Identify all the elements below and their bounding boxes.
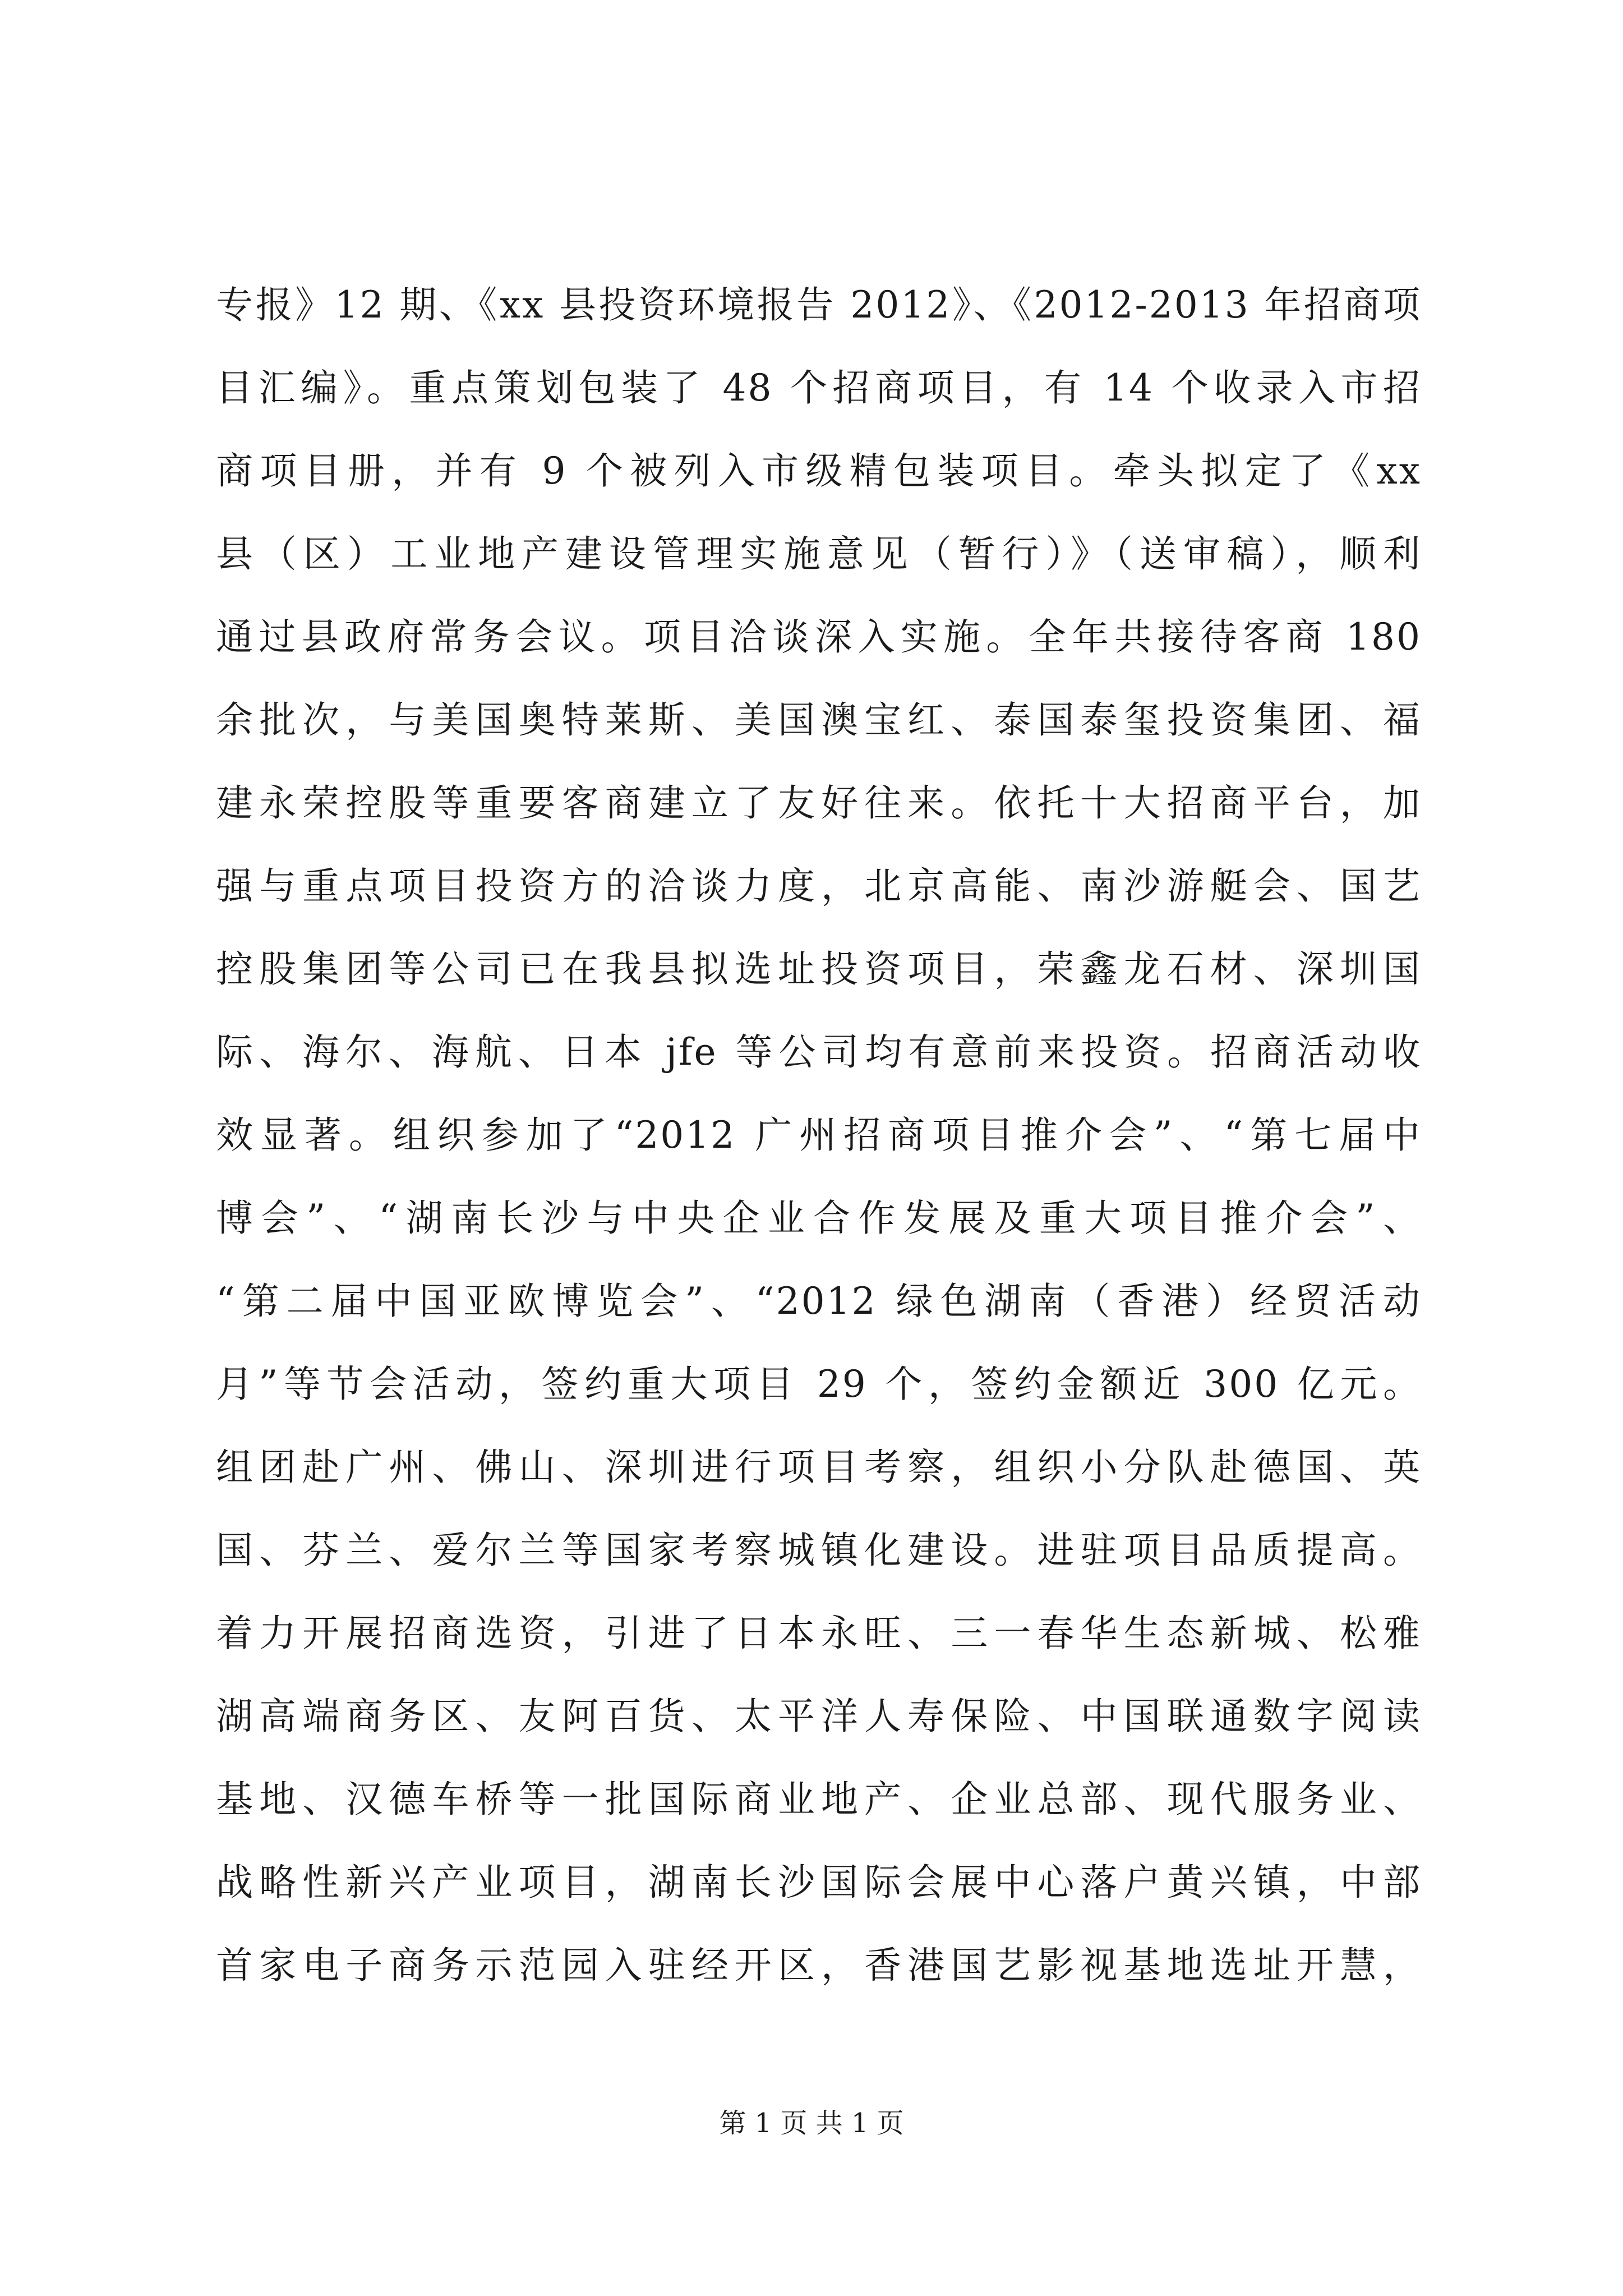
text-line: 专报》12 期、《xx 县投资环境报告 2012》、《2012-2013 年招商项 bbox=[216, 283, 1422, 326]
text-line: 县（区）工业地产建设管理实施意见（暂行）》（送审稿），顺利 bbox=[216, 532, 1422, 576]
text-line: 首家电子商务示范园入驻经开区，香港国艺影视基地选址开慧， bbox=[216, 1944, 1422, 1987]
text-line: 商项目册，并有 9 个被列入市级精包装项目。牵头拟定了《xx bbox=[216, 449, 1422, 493]
text-line: 控股集团等公司已在我县拟选址投资项目，荣鑫龙石材、深圳国 bbox=[216, 947, 1422, 991]
text-line: 战略性新兴产业项目，湖南长沙国际会展中心落户黄兴镇，中部 bbox=[216, 1861, 1422, 1904]
text-line: 建永荣控股等重要客商建立了友好往来。依托十大招商平台，加 bbox=[216, 781, 1422, 825]
text-line: 着力开展招商选资，引进了日本永旺、三一春华生态新城、松雅 bbox=[216, 1612, 1422, 1655]
text-line: 效显著。组织参加了“2012 广州招商项目推介会”、“第七届中 bbox=[216, 1114, 1422, 1157]
text-line: 余批次，与美国奥特莱斯、美国澳宝红、泰国泰玺投资集团、福 bbox=[216, 698, 1422, 742]
text-line: 强与重点项目投资方的洽谈力度，北京高能、南沙游艇会、国艺 bbox=[216, 864, 1422, 908]
text-line: 基地、汉德车桥等一批国际商业地产、企业总部、现代服务业、 bbox=[216, 1778, 1422, 1821]
text-line: 月”等节会活动，签约重大项目 29 个，签约金额近 300 亿元。 bbox=[216, 1363, 1422, 1406]
text-line: 通过县政府常务会议。项目洽谈深入实施。全年共接待客商 180 bbox=[216, 615, 1422, 659]
text-line: 组团赴广州、佛山、深圳进行项目考察，组织小分队赴德国、英 bbox=[216, 1446, 1422, 1489]
text-line: “第二届中国亚欧博览会”、“2012 绿色湖南（香港）经贸活动 bbox=[216, 1280, 1422, 1323]
page-footer bbox=[0, 2106, 1623, 2140]
text-line: 目汇编》。重点策划包装了 48 个招商项目，有 14 个收录入市招 bbox=[216, 366, 1422, 409]
text-line: 博会”、“湖南长沙与中央企业合作发展及重大项目推介会”、 bbox=[216, 1197, 1422, 1240]
text-line: 际、海尔、海航、日本 jfe 等公司均有意前来投资。招商活动收 bbox=[216, 1030, 1422, 1074]
text-line: 湖高端商务区、友阿百货、太平洋人寿保险、中国联通数字阅读 bbox=[216, 1695, 1422, 1738]
body-text bbox=[216, 264, 1422, 2007]
page-number: 第 1 页 共 1 页 bbox=[719, 2108, 904, 2139]
text-line: 国、芬兰、爱尔兰等国家考察城镇化建设。进驻项目品质提高。 bbox=[216, 1529, 1422, 1572]
